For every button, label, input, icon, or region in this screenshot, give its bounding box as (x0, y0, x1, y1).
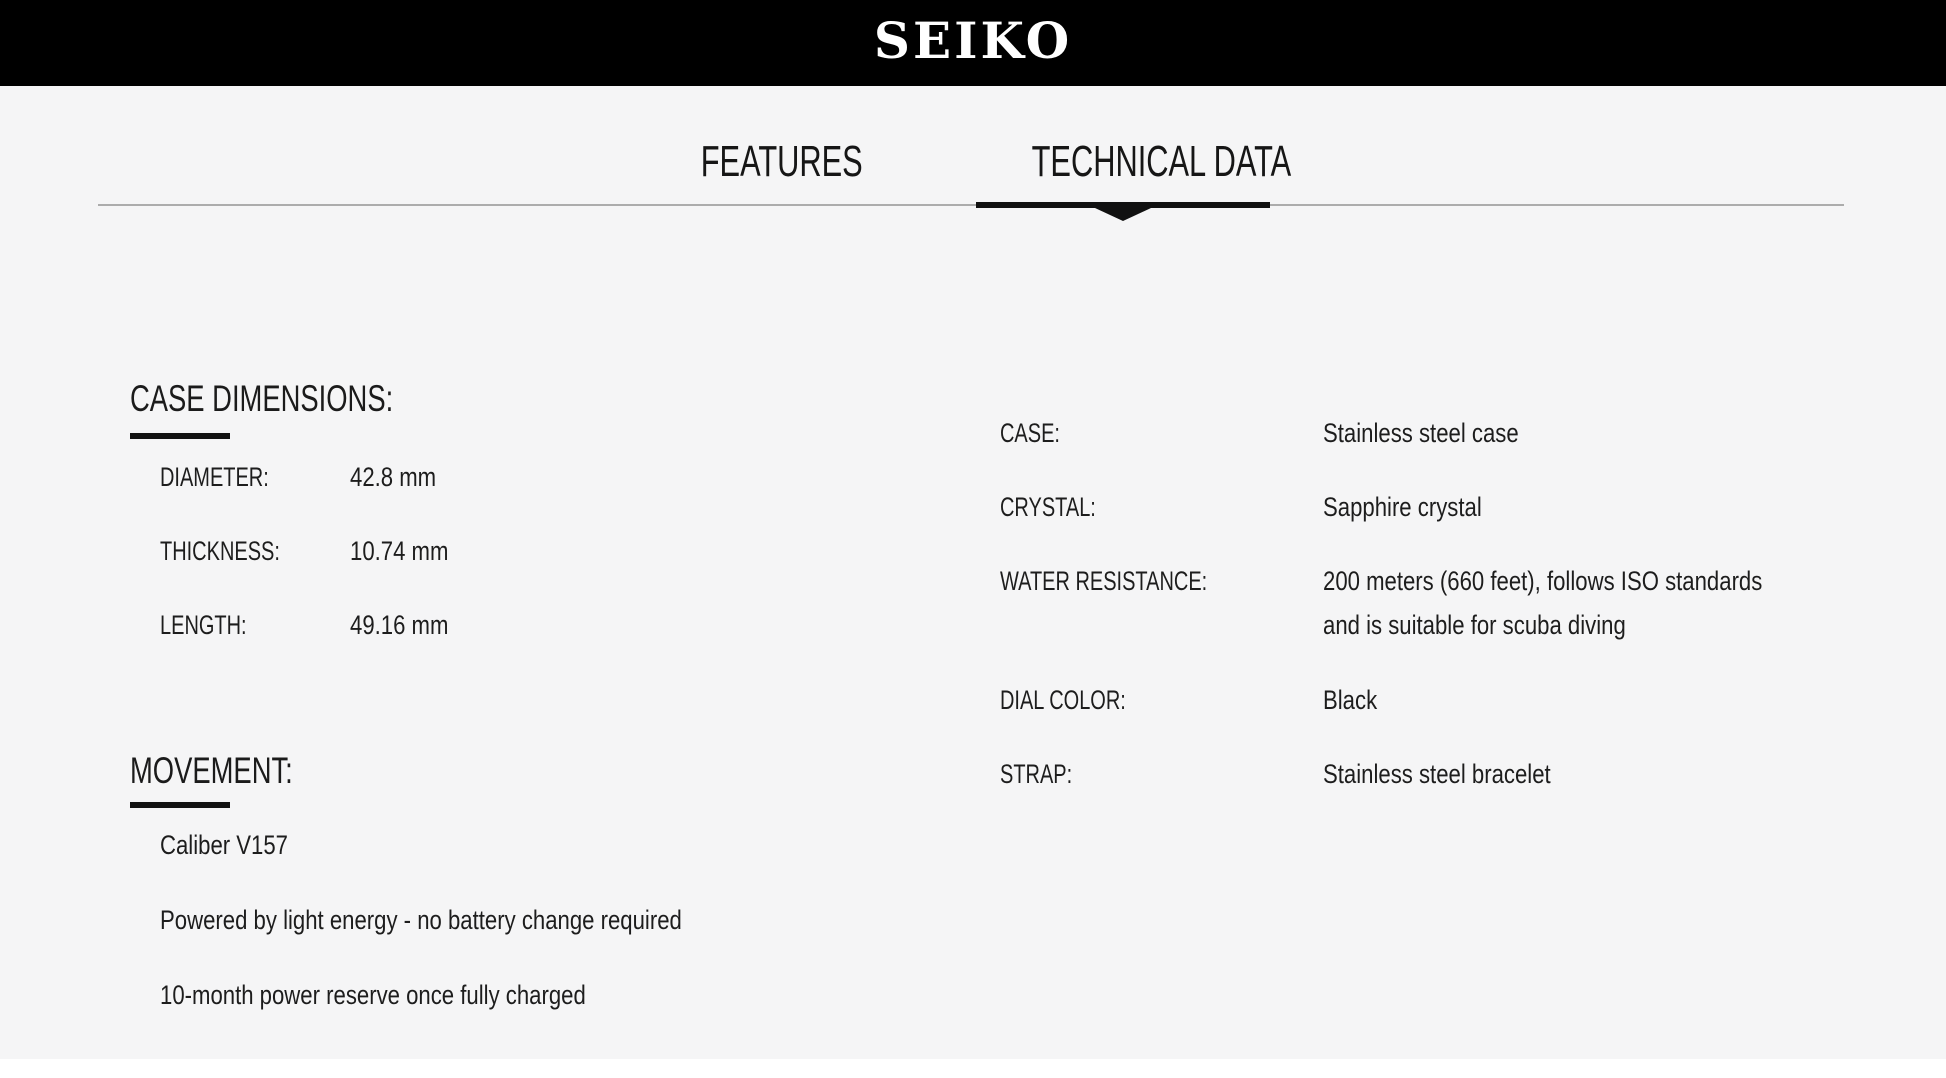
spec-value: 200 meters (660 feet), follows ISO standards and is suitable for scuba diving (1323, 566, 1763, 640)
tab-technical-data-label: TECHNICAL DATA (1031, 137, 1292, 186)
movement-item-caliber: Caliber V157 (160, 830, 288, 860)
general-spec-rows (1000, 411, 1846, 826)
case-dimensions-rows (160, 455, 470, 677)
spec-label: CRYSTAL: (1000, 492, 1096, 522)
spec-label: THICKNESS: (160, 536, 280, 566)
heading-rule (130, 433, 230, 439)
tab-features[interactable] (666, 137, 866, 187)
spec-label: LENGTH: (160, 610, 247, 640)
section-heading-case-dimensions-text: CASE DIMENSIONS: (130, 378, 394, 419)
spec-value: Black (1323, 685, 1378, 715)
spec-row-case (1000, 411, 1846, 455)
spec-value: 10.74 mm (350, 536, 449, 566)
active-tab-pointer-icon (1095, 208, 1151, 221)
spec-row-thickness (160, 529, 470, 573)
spec-row-crystal (1000, 485, 1846, 529)
section-heading-movement-text: MOVEMENT: (130, 750, 293, 791)
heading-rule (130, 802, 230, 808)
movement-item-power-source: Powered by light energy - no battery change required (160, 905, 682, 935)
spec-row-diameter (160, 455, 470, 499)
spec-value: 42.8 mm (350, 462, 437, 492)
spec-label: CASE: (1000, 418, 1060, 448)
tab-divider-line (98, 204, 1844, 206)
seiko-logo: SEIKO (873, 10, 1073, 70)
spec-label: WATER RESISTANCE: (1000, 566, 1208, 596)
spec-label: DIAMETER: (160, 462, 269, 492)
tab-features-label: FEATURES (700, 137, 863, 186)
tab-technical-data[interactable] (976, 137, 1292, 187)
spec-value: 49.16 mm (350, 610, 449, 640)
spec-row-strap (1000, 752, 1846, 796)
brand-header (0, 0, 1946, 86)
page-bottom-strip (0, 1059, 1946, 1078)
movement-list (160, 823, 796, 1048)
spec-label: DIAL COLOR: (1000, 685, 1126, 715)
spec-row-dial-color (1000, 678, 1846, 722)
spec-label: STRAP: (1000, 759, 1073, 789)
section-heading-case-dimensions (130, 379, 486, 419)
spec-value: Sapphire crystal (1323, 492, 1482, 522)
movement-item-power-reserve: 10-month power reserve once fully charged (160, 980, 586, 1010)
spec-value: Stainless steel bracelet (1323, 759, 1551, 789)
spec-value: Stainless steel case (1323, 418, 1519, 448)
spec-row-water-resistance (1000, 559, 1846, 648)
section-heading-movement (130, 751, 350, 791)
spec-row-length (160, 603, 470, 647)
